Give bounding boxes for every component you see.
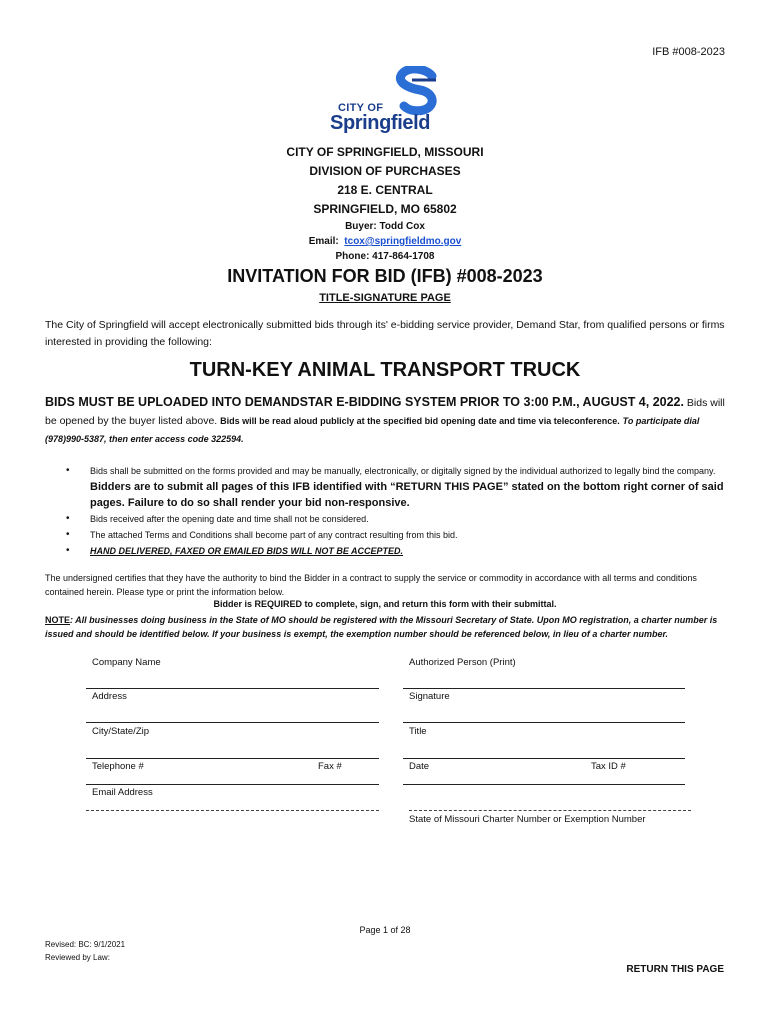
bids-read-aloud: Bids will be read aloud publicly at the specified bid opening date and time via teleconference. — [220, 416, 620, 426]
certification-text: The undersigned certifies that they have the authority to bind the Bidder in a contract to supply the service or commodity in accordance with all terms and conditions contained herein. Please type or print the information below. — [45, 573, 697, 597]
bullet-warning: HAND DELIVERED, FAXED OR EMAILED BIDS WILL NOT BE ACCEPTED. — [90, 546, 404, 556]
city-logo — [328, 66, 440, 138]
buyer-email-link[interactable]: tcox@springfieldmo.gov — [344, 236, 462, 247]
bullet-text: Bids shall be submitted on the forms provided and may be manually, electronically, or digitally signed by the individual authorized to legally bind the company. — [90, 466, 716, 476]
header-line: 218 E. CENTRAL — [337, 183, 433, 197]
fax-label: Fax # — [318, 761, 342, 772]
signature-label: Signature — [409, 691, 450, 702]
telephone-fax-field[interactable] — [86, 784, 379, 785]
bullet-bold-text: Bidders are to submit all pages of this IFB identified with “RETURN THIS PAGE” stated on the bottom right corner of said pages. Failure to do so shall render your bid non-responsive. — [90, 481, 724, 509]
address-field[interactable] — [86, 722, 379, 723]
email-address-label: Email Address — [92, 787, 153, 798]
logo-city-of: CITY OF — [338, 102, 384, 114]
registration-note — [45, 613, 735, 641]
note-text: : All businesses doing business in the State of MO should be registered with the Missouri Secretary of State. Upon MO registration, a charter number is issued and should be identified below. If your business is exempt, the exemption number should be referenced below, in lieu of a charter number. — [45, 615, 718, 639]
buyer-name: Buyer: Todd Cox — [345, 221, 425, 232]
buyer-phone: Phone: 417-864-1708 — [335, 251, 435, 262]
purchasing-header — [0, 143, 770, 219]
page-title: INVITATION FOR BID (IFB) #008-2023 — [227, 266, 543, 286]
return-this-page-label: RETURN THIS PAGE — [626, 964, 724, 975]
page-number: Page 1 of 28 — [359, 925, 411, 935]
header-line: DIVISION OF PURCHASES — [309, 164, 461, 178]
header-line: CITY OF SPRINGFIELD, MISSOURI — [286, 145, 484, 159]
title-field[interactable] — [403, 758, 685, 759]
email-address-field[interactable] — [86, 810, 379, 811]
revision-info — [45, 938, 125, 964]
revised-date: Revised: BC: 9/1/2021 — [45, 940, 126, 949]
title-label: Title — [409, 726, 427, 737]
authorized-person-label: Authorized Person (Print) — [409, 657, 516, 668]
charter-number-label: State of Missouri Charter Number or Exemption Number — [409, 814, 646, 825]
company-name-label: Company Name — [92, 657, 161, 668]
ifb-number: IFB #008-2023 — [652, 46, 725, 58]
charter-number-field[interactable] — [409, 810, 691, 811]
city-state-zip-field[interactable] — [86, 758, 379, 759]
email-label: Email: — [308, 236, 339, 247]
signature-field[interactable] — [403, 722, 685, 723]
date-tax-id-field[interactable] — [403, 784, 685, 785]
list-item: • Bids received after the opening date and time shall not be considered. — [62, 511, 734, 527]
address-label: Address — [92, 691, 127, 702]
logo-springfield: Springfield — [330, 112, 431, 134]
telephone-label: Telephone # — [92, 761, 144, 772]
page-subtitle: TITLE-SIGNATURE PAGE — [319, 292, 451, 304]
list-item — [62, 543, 734, 559]
tax-id-label: Tax ID # — [591, 761, 626, 772]
bids-opened: Bids will be opened by the buyer listed above. — [45, 397, 725, 427]
company-name-field[interactable] — [86, 688, 379, 689]
date-label: Date — [409, 761, 430, 772]
bid-rules-list — [62, 463, 734, 559]
product-title: TURN-KEY ANIMAL TRANSPORT TRUCK — [189, 359, 581, 381]
note-label: NOTE — [45, 615, 71, 625]
city-state-zip-label: City/State/Zip — [92, 726, 150, 737]
list-item — [62, 463, 734, 511]
intro-paragraph: The City of Springfield will accept electronically submitted bids through its' e-bidding service provider, Demand Star, from qualified persons or firms interested in providing the following: — [45, 319, 725, 348]
bids-deadline: BIDS MUST BE UPLOADED INTO DEMANDSTAR E-BIDDING SYSTEM PRIOR TO 3:00 P.M., AUGUST 4, 2022. — [45, 395, 684, 409]
bids-deadline-paragraph — [45, 393, 735, 448]
bids-dial-in: To participate dial (978)990-5387, then enter access code 322594. — [45, 416, 700, 444]
reviewed-by: Reviewed by Law: — [45, 953, 110, 962]
header-line: SPRINGFIELD, MO 65802 — [313, 202, 457, 216]
buyer-contact — [0, 219, 770, 264]
list-item: • The attached Terms and Conditions shall become part of any contract resulting from this bid. — [62, 527, 734, 543]
required-notice: Bidder is REQUIRED to complete, sign, and return this form with their submittal. — [213, 599, 557, 609]
authorized-person-field[interactable] — [403, 688, 685, 689]
